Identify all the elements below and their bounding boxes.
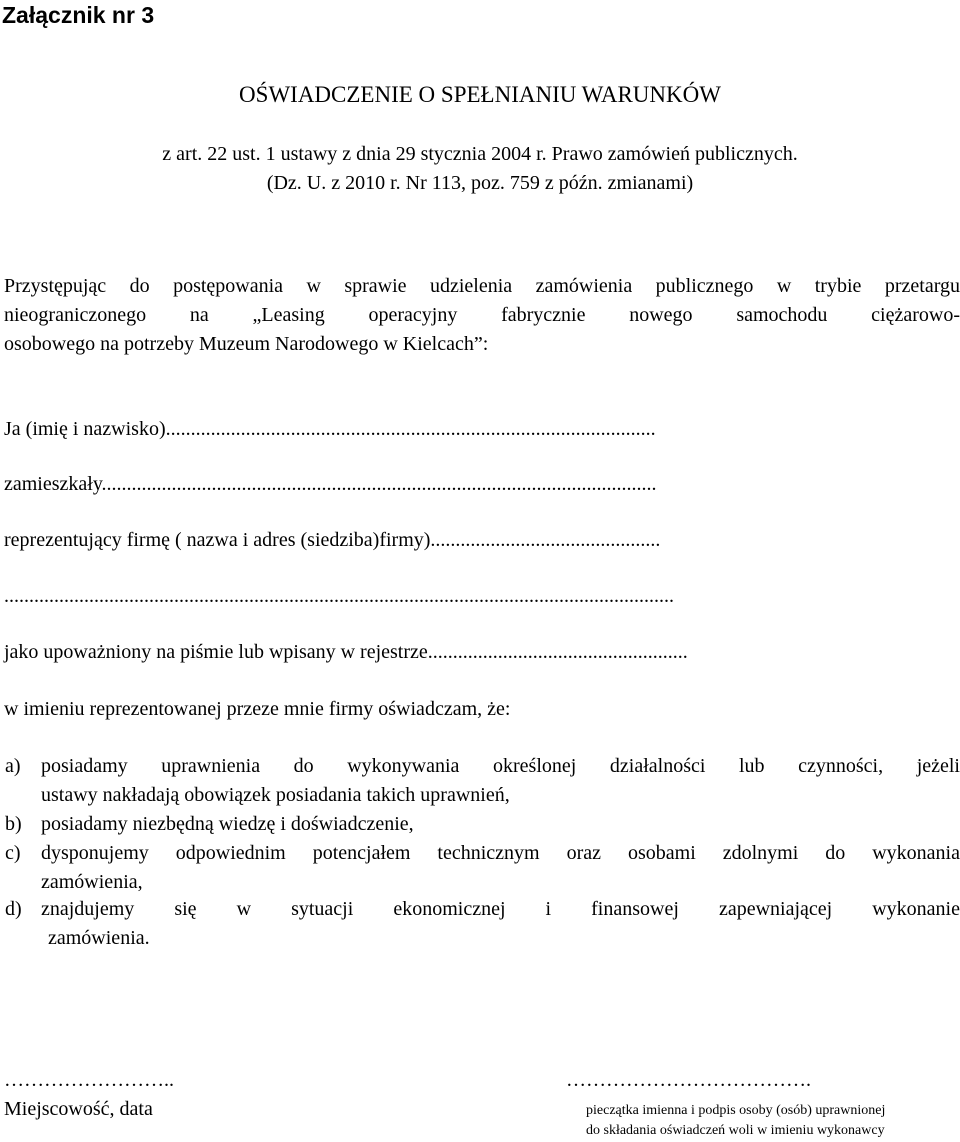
field-company: reprezentujący firmę ( nazwa i adres (siedziba)firmy).............................................. [4, 529, 661, 551]
declaration-line: w imieniu reprezentowanej przeze mnie firmy oświadczam, że: [4, 698, 511, 720]
list-item-text: posiadamy niezbędną wiedzę i doświadczenie, [41, 813, 414, 835]
place-date-dots: …………………….. [4, 1069, 174, 1091]
list-item-c [5, 842, 960, 902]
list-item-a [5, 755, 960, 815]
list-item-label: d) [5, 898, 22, 920]
place-date-label: Miejscowość, data [4, 1098, 153, 1120]
signature-caption-line-1: pieczątka imienna i podpis osoby (osób) uprawnionej [586, 1103, 886, 1118]
legal-basis-line-2: (Dz. U. z 2010 r. Nr 113, poz. 759 z późn. zmianami) [266, 172, 694, 194]
intro-line-1: Przystępując do postępowania w sprawie udzielenia zamówienia publicznego w trybie przetargu [4, 275, 960, 297]
list-item-text: znajdujemy się w sytuacji ekonomicznej i finansowej zapewniającej wykonanie [41, 898, 960, 920]
list-item-text-cont: zamówienia. [48, 927, 150, 949]
field-name: Ja (imię i nazwisko).................................................................................................. [4, 418, 656, 440]
signature-caption-line-2: do składania oświadczeń woli w imieniu wykonawcy [586, 1123, 885, 1138]
field-authorization: jako upoważniony na piśmie lub wpisany w rejestrze.................................................... [4, 641, 688, 663]
list-item-b [5, 813, 960, 843]
list-item-text: dysponujemy odpowiednim potencjałem technicznym oraz osobami zdolnymi do wykonania [41, 842, 960, 864]
signature-dots: ………………………………. [566, 1069, 811, 1091]
intro-line-3: osobowego na potrzeby Muzeum Narodowego w Kielcach”: [4, 333, 489, 355]
document-title: OŚWIADCZENIE O SPEŁNIANIU WARUNKÓW [239, 82, 721, 107]
list-item-text-cont: zamówienia, [41, 871, 143, 893]
list-item-d [5, 898, 960, 958]
attachment-label: Załącznik nr 3 [2, 2, 155, 28]
list-item-label: a) [5, 755, 21, 777]
list-item-label: b) [5, 813, 22, 835]
field-address: zamieszkały............................................................................................................... [4, 473, 657, 495]
list-item-label: c) [5, 842, 21, 864]
intro-line-2: nieograniczonego na „Leasing operacyjny fabrycznie nowego samochodu ciężarowo- [4, 304, 960, 326]
list-item-text: posiadamy uprawnienia do wykonywania określonej działalności lub czynności, jeżeli [41, 755, 960, 777]
field-company-continued: ...................................................................................................................................... [4, 585, 674, 607]
legal-basis-line-1: z art. 22 ust. 1 ustawy z dnia 29 stycznia 2004 r. Prawo zamówień publicznych. [162, 143, 798, 165]
list-item-text-cont: ustawy nakładają obowiązek posiadania takich uprawnień, [41, 784, 510, 806]
